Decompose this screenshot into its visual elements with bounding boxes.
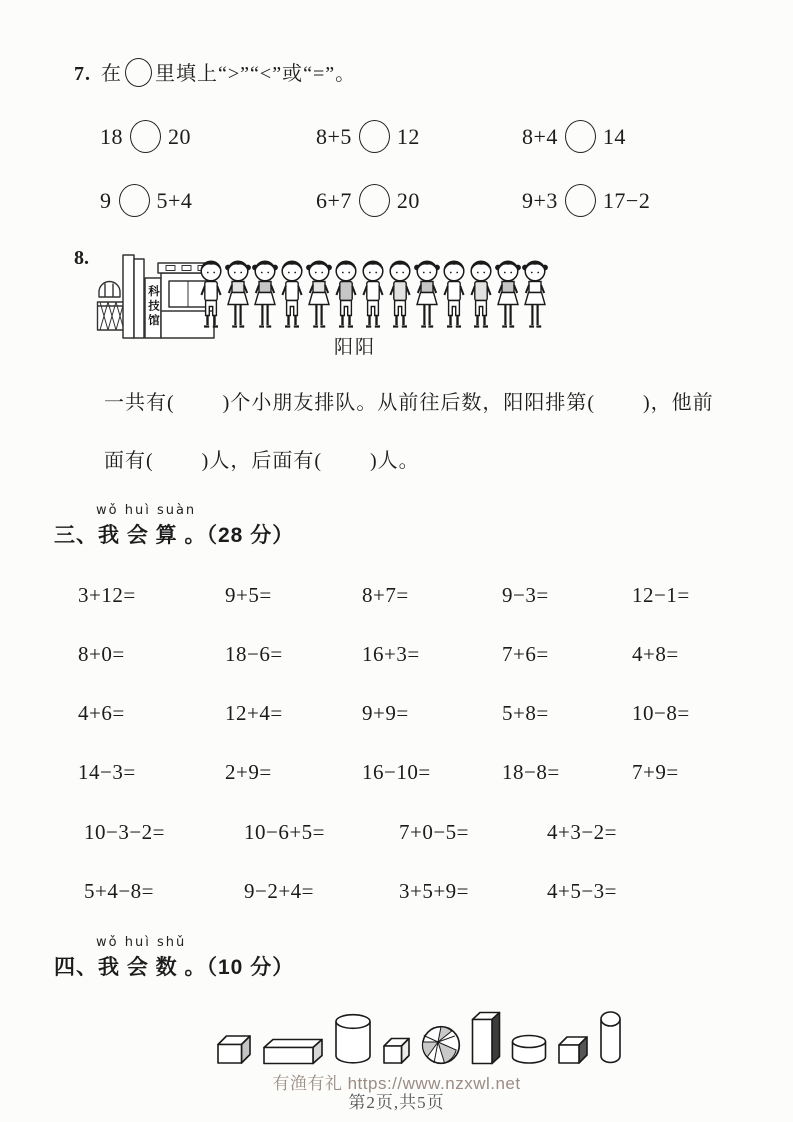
- child-figure: [495, 258, 521, 330]
- calc-problem: 8+0=: [78, 642, 125, 666]
- question-7-heading: [74, 57, 356, 87]
- queue-illustration: [96, 250, 566, 356]
- child-figure: [414, 258, 440, 330]
- calc-problem: 12+4=: [225, 701, 283, 725]
- child-figure: [387, 258, 413, 330]
- watermark: 有渔有礼 https://www.nzxwl.net: [272, 1074, 521, 1093]
- comparison-right: 14: [602, 124, 626, 149]
- comparison-left: 9: [100, 188, 112, 213]
- calc-problem: 4+5−3=: [547, 879, 618, 903]
- calc-grid-4col: [84, 820, 714, 904]
- calc-problem: 5+8=: [502, 701, 549, 725]
- calc-grid-5col: [78, 583, 746, 785]
- question-7-prompt-after: 里填上“>”“<”或“=”。: [155, 63, 357, 85]
- comparison-left: 18: [100, 124, 123, 149]
- calc-problem: 10−6+5=: [244, 820, 326, 844]
- cylinder-icon: [334, 1013, 372, 1065]
- calc-problem: 9+9=: [362, 701, 409, 725]
- child-figure: [360, 258, 386, 330]
- calc-problem: 18−6=: [225, 642, 283, 666]
- comparison-right: 17−2: [602, 188, 651, 213]
- cube-icon: [382, 1037, 411, 1065]
- comparison-left: 6+7: [316, 188, 352, 213]
- section-3-heading: [54, 503, 295, 549]
- calc-problem: 10−3−2=: [84, 820, 166, 844]
- calc-problem: 7+6=: [502, 642, 549, 666]
- answer-circle-icon: [119, 184, 150, 217]
- children-queue: [198, 258, 548, 330]
- comparison-item: [316, 120, 522, 153]
- child-figure: [279, 258, 305, 330]
- calc-problem: 7+0−5=: [399, 820, 470, 844]
- child-figure: [441, 258, 467, 330]
- question-8-text-line1: 一共有( )个小朋友排队。从前往后数，阳阳排第( )，他前: [104, 392, 714, 414]
- shapes-row: [216, 1003, 622, 1065]
- answer-circle-icon: [130, 120, 161, 153]
- calc-problem: 10−8=: [632, 701, 690, 725]
- cube-icon: [557, 1035, 589, 1065]
- calc-problem: 4+6=: [78, 701, 125, 725]
- comparison-right: 5+4: [156, 188, 193, 213]
- calc-problem: 16+3=: [362, 642, 420, 666]
- calc-problem: 16−10=: [362, 760, 431, 784]
- cuboid-icon: [262, 1038, 324, 1065]
- question-7-prompt-before: 在: [101, 63, 122, 85]
- cylinder-icon: [599, 1010, 622, 1065]
- comparison-left: 9+3: [522, 188, 558, 213]
- child-figure: [522, 258, 548, 330]
- section-4-title: 四、我 会 数 。（10 分）: [54, 956, 295, 979]
- calc-problem: 18−8=: [502, 760, 560, 784]
- calc-problem: 14−3=: [78, 760, 136, 784]
- answer-circle-icon: [565, 120, 596, 153]
- calc-problem: 12−1=: [632, 583, 690, 607]
- comparison-item: [316, 184, 522, 217]
- page-indicator: 第2页,共5页: [348, 1093, 445, 1112]
- calc-problem: 7+9=: [632, 760, 679, 784]
- calc-problem: 4+3−2=: [547, 820, 618, 844]
- cylinder-icon: [511, 1034, 547, 1065]
- calc-problem: 9−2+4=: [244, 879, 315, 903]
- child-figure: [333, 258, 359, 330]
- calc-problem: 3+12=: [78, 583, 136, 607]
- calc-problem: 2+9=: [225, 760, 272, 784]
- question-8-text-line2: 面有( )人，后面有( )人。: [104, 450, 420, 472]
- child-figure: [306, 258, 332, 330]
- comparison-item: [522, 184, 760, 217]
- section-4-heading: [54, 935, 295, 981]
- comparison-right: 20: [396, 188, 420, 213]
- cuboid-icon: [471, 1011, 501, 1065]
- answer-circle-icon: [565, 184, 596, 217]
- section-3-pinyin: wǒ huì suàn: [96, 503, 197, 518]
- yangyang-label: 阳阳: [334, 337, 377, 358]
- comparison-left: 8+5: [316, 124, 352, 149]
- section-4-pinyin: wǒ huì shǔ: [96, 935, 187, 950]
- answer-circle-icon: [359, 184, 390, 217]
- child-figure: [198, 258, 224, 330]
- child-figure: [468, 258, 494, 330]
- question-8-number: 8.: [74, 247, 89, 269]
- comparison-right: 12: [396, 124, 420, 149]
- question-7-number: 7.: [74, 63, 91, 85]
- comparison-right: 20: [168, 124, 191, 149]
- child-figure: [225, 258, 251, 330]
- building-sign: 科技馆: [147, 285, 159, 329]
- answer-circle-icon: [125, 58, 152, 87]
- calc-problem: 9+5=: [225, 583, 272, 607]
- calc-problem: 5+4−8=: [84, 879, 155, 903]
- sphere-icon: [421, 1025, 461, 1065]
- comparison-grid: [100, 120, 760, 217]
- answer-circle-icon: [359, 120, 390, 153]
- comparison-item: [100, 184, 316, 217]
- section-3-title: 三、我 会 算 。（28 分）: [54, 524, 295, 547]
- comparison-left: 8+4: [522, 124, 558, 149]
- calc-problem: 8+7=: [362, 583, 409, 607]
- cube-icon: [216, 1034, 252, 1065]
- calc-problem: 4+8=: [632, 642, 679, 666]
- calc-problem: 9−3=: [502, 583, 549, 607]
- calc-problem: 3+5+9=: [399, 879, 470, 903]
- comparison-item: [100, 120, 316, 153]
- comparison-item: [522, 120, 760, 153]
- child-figure: [252, 258, 278, 330]
